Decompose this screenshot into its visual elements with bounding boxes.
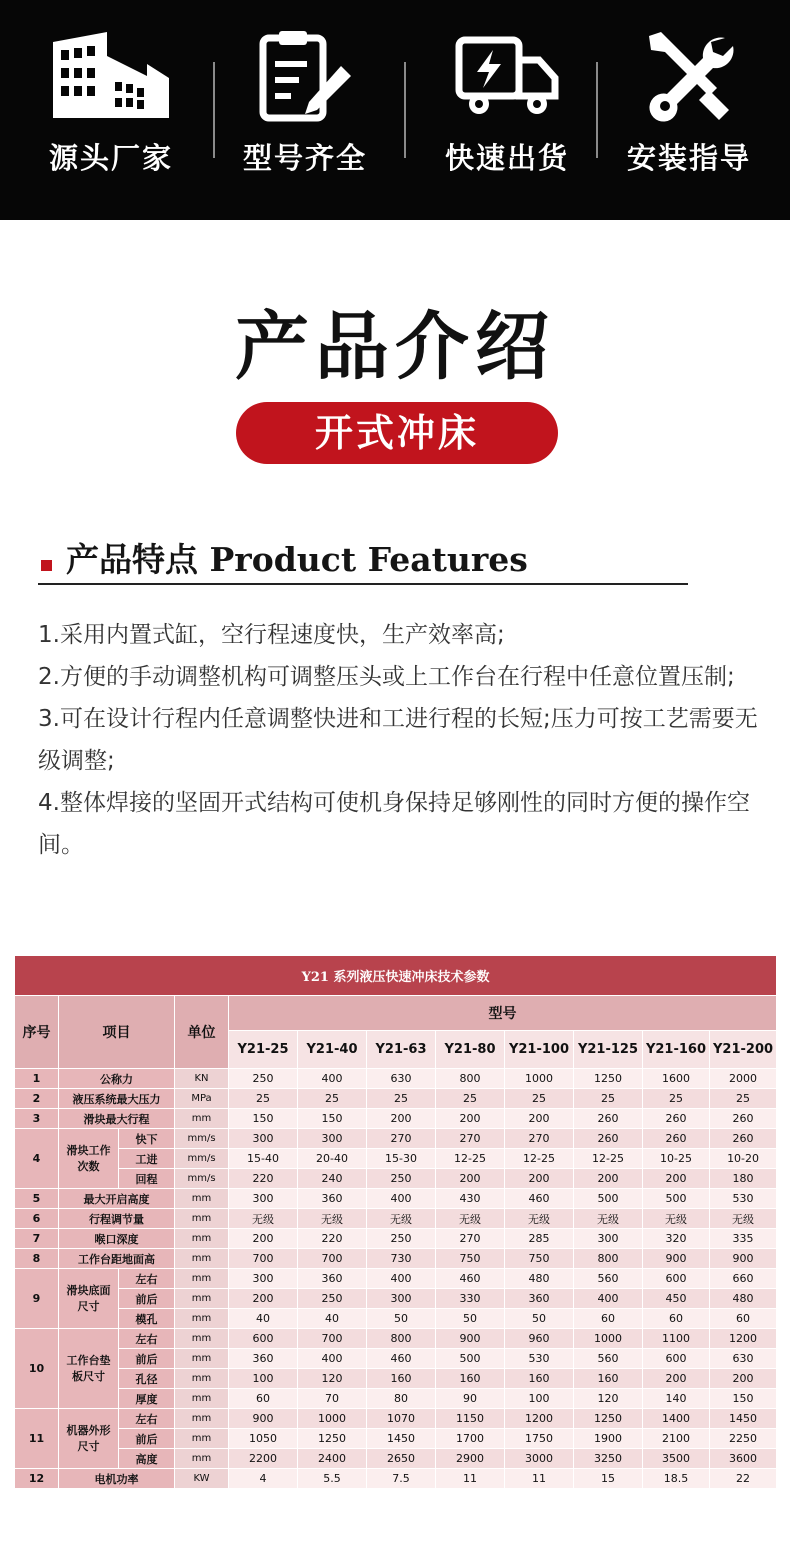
row-unit: mm: [175, 1289, 229, 1309]
table-cell: 270: [505, 1129, 574, 1149]
row-number: 6: [15, 1209, 59, 1229]
table-cell: 80: [367, 1389, 436, 1409]
header-seq: 序号: [15, 996, 59, 1069]
table-cell: 460: [436, 1269, 505, 1289]
table-cell: 285: [505, 1229, 574, 1249]
table-cell: 1750: [505, 1429, 574, 1449]
row-number: 10: [15, 1329, 59, 1409]
table-row: [15, 1469, 777, 1489]
feature-item: 3.可在设计行程内任意调整快进和工进行程的长短;压力可按工艺需要无级调整;: [38, 706, 758, 774]
table-cell: 200: [505, 1109, 574, 1129]
clipboard-pencil-icon: [255, 28, 355, 124]
feature-item: 4.整体焊接的坚固开式结构可使机身保持足够刚性的同时方便的操作空间。: [38, 790, 750, 858]
table-cell: 2650: [367, 1449, 436, 1469]
row-sub-item: 前后: [119, 1429, 175, 1449]
row-number: 9: [15, 1269, 59, 1329]
table-cell: 530: [710, 1189, 777, 1209]
table-cell: 260: [710, 1109, 777, 1129]
row-number: 7: [15, 1229, 59, 1249]
delivery-truck-icon: [455, 28, 559, 122]
table-cell: 360: [298, 1189, 367, 1209]
row-item-name: 喉口深度: [59, 1229, 175, 1249]
table-cell: 2250: [710, 1429, 777, 1449]
row-sub-item: 左右: [119, 1409, 175, 1429]
row-item-name: 工作台距地面高: [59, 1249, 175, 1269]
table-cell: 330: [436, 1289, 505, 1309]
top-banner: [0, 0, 790, 220]
table-cell: 1050: [229, 1429, 298, 1449]
table-cell: 600: [643, 1349, 710, 1369]
table-cell: 40: [298, 1309, 367, 1329]
table-cell: 22: [710, 1469, 777, 1489]
table-cell: 12-25: [436, 1149, 505, 1169]
table-cell: 25: [643, 1089, 710, 1109]
table-cell: 700: [229, 1249, 298, 1269]
row-unit: mm: [175, 1309, 229, 1329]
table-cell: 600: [229, 1329, 298, 1349]
wrench-screwdriver-icon: [639, 28, 739, 124]
row-sub-item: 孔径: [119, 1369, 175, 1389]
table-cell: 250: [367, 1169, 436, 1189]
table-cell: 60: [710, 1309, 777, 1329]
row-number: 5: [15, 1189, 59, 1209]
feature-item: 2.方便的手动调整机构可调整压头或上工作台在行程中任意位置压制;: [38, 664, 735, 690]
table-cell: 360: [229, 1349, 298, 1369]
table-cell: 1000: [298, 1409, 367, 1429]
row-number: 2: [15, 1089, 59, 1109]
table-cell: 3250: [574, 1449, 643, 1469]
table-cell: 480: [505, 1269, 574, 1289]
table-cell: 430: [436, 1189, 505, 1209]
table-cell: 450: [643, 1289, 710, 1309]
feature-label: 快速出货: [444, 141, 569, 175]
row-sub-item: 前后: [119, 1289, 175, 1309]
table-cell: 18.5: [643, 1469, 710, 1489]
row-unit: mm: [175, 1109, 229, 1129]
table-cell: 3000: [505, 1449, 574, 1469]
table-cell: 25: [229, 1089, 298, 1109]
table-cell: 25: [436, 1089, 505, 1109]
table-cell: 220: [298, 1229, 367, 1249]
row-number: 4: [15, 1129, 59, 1189]
table-cell: 260: [643, 1109, 710, 1129]
table-cell: 25: [574, 1089, 643, 1109]
table-cell: 无级: [436, 1209, 505, 1229]
row-item-name: 工作台垫板尺寸: [59, 1329, 119, 1409]
table-cell: 660: [710, 1269, 777, 1289]
table-cell: 270: [436, 1229, 505, 1249]
table-row: [15, 1269, 777, 1289]
row-number: 12: [15, 1469, 59, 1489]
table-cell: 150: [710, 1389, 777, 1409]
row-unit: mm: [175, 1269, 229, 1289]
table-cell: 60: [229, 1389, 298, 1409]
row-number: 3: [15, 1109, 59, 1129]
model-header: Y21-160: [643, 1031, 710, 1069]
table-row: [15, 1109, 777, 1129]
table-cell: 11: [436, 1469, 505, 1489]
table-cell: 12-25: [505, 1149, 574, 1169]
table-cell: 120: [574, 1389, 643, 1409]
row-number: 11: [15, 1409, 59, 1469]
model-header: Y21-25: [229, 1031, 298, 1069]
row-unit: mm: [175, 1229, 229, 1249]
model-header: Y21-63: [367, 1031, 436, 1069]
table-cell: 400: [298, 1349, 367, 1369]
table-cell: 1600: [643, 1069, 710, 1089]
table-cell: 40: [229, 1309, 298, 1329]
feature-delivery: [408, 0, 606, 220]
row-number: 8: [15, 1249, 59, 1269]
table-row: [15, 1409, 777, 1429]
table-cell: 2900: [436, 1449, 505, 1469]
table-cell: 400: [367, 1189, 436, 1209]
table-cell: 1200: [710, 1329, 777, 1349]
table-cell: 15: [574, 1469, 643, 1489]
model-header: Y21-125: [574, 1031, 643, 1069]
table-cell: 200: [710, 1369, 777, 1389]
table-cell: 630: [367, 1069, 436, 1089]
table-row: [15, 1169, 777, 1189]
table-row: [15, 1089, 777, 1109]
row-sub-item: 回程: [119, 1169, 175, 1189]
table-cell: 360: [298, 1269, 367, 1289]
feature-factory: [12, 0, 210, 220]
row-unit: MPa: [175, 1089, 229, 1109]
row-sub-item: 左右: [119, 1329, 175, 1349]
table-cell: 900: [229, 1409, 298, 1429]
spec-table: [14, 955, 777, 1489]
row-item-name: 机器外形尺寸: [59, 1409, 119, 1469]
table-row: [15, 1329, 777, 1349]
table-cell: 270: [367, 1129, 436, 1149]
row-unit: mm: [175, 1209, 229, 1229]
table-cell: 300: [298, 1129, 367, 1149]
table-cell: 5.5: [298, 1469, 367, 1489]
row-unit: mm: [175, 1389, 229, 1409]
row-item-name: 滑块工作次数: [59, 1129, 119, 1189]
table-cell: 1070: [367, 1409, 436, 1429]
table-cell: 300: [367, 1289, 436, 1309]
divider: [404, 62, 406, 158]
feature-list: [38, 614, 758, 866]
row-unit: mm: [175, 1429, 229, 1449]
table-cell: 1450: [367, 1429, 436, 1449]
table-cell: 无级: [643, 1209, 710, 1229]
row-unit: mm: [175, 1329, 229, 1349]
table-cell: 335: [710, 1229, 777, 1249]
table-row: [15, 1149, 777, 1169]
table-cell: 12-25: [574, 1149, 643, 1169]
table-cell: 600: [643, 1269, 710, 1289]
table-cell: 700: [298, 1329, 367, 1349]
row-sub-item: 厚度: [119, 1389, 175, 1409]
product-type-badge: 开式冲床: [236, 402, 558, 464]
table-cell: 2400: [298, 1449, 367, 1469]
table-cell: 260: [710, 1129, 777, 1149]
table-cell: 500: [436, 1349, 505, 1369]
row-item-name: 公称力: [59, 1069, 175, 1089]
table-cell: 220: [229, 1169, 298, 1189]
table-cell: 无级: [505, 1209, 574, 1229]
table-cell: 150: [298, 1109, 367, 1129]
table-cell: 140: [643, 1389, 710, 1409]
table-cell: 150: [229, 1109, 298, 1129]
table-row: [15, 1189, 777, 1209]
row-unit: mm: [175, 1449, 229, 1469]
feature-label: 安装指导: [626, 141, 751, 175]
table-row: [15, 1349, 777, 1369]
table-cell: 90: [436, 1389, 505, 1409]
table-row: [15, 1289, 777, 1309]
table-cell: 160: [505, 1369, 574, 1389]
table-cell: 730: [367, 1249, 436, 1269]
feature-label: 源头厂家: [48, 141, 173, 175]
table-cell: 200: [367, 1109, 436, 1129]
table-cell: 260: [643, 1129, 710, 1149]
table-cell: 100: [229, 1369, 298, 1389]
table-cell: 460: [367, 1349, 436, 1369]
table-cell: 200: [574, 1169, 643, 1189]
table-cell: 900: [436, 1329, 505, 1349]
row-sub-item: 工进: [119, 1149, 175, 1169]
feature-label: 型号齐全: [242, 141, 367, 175]
table-cell: 200: [229, 1229, 298, 1249]
table-cell: 1000: [574, 1329, 643, 1349]
table-cell: 900: [710, 1249, 777, 1269]
table-cell: 50: [436, 1309, 505, 1329]
table-row: [15, 1389, 777, 1409]
table-cell: 11: [505, 1469, 574, 1489]
table-cell: 1200: [505, 1409, 574, 1429]
row-unit: KN: [175, 1069, 229, 1089]
row-item-name: 电机功率: [59, 1469, 175, 1489]
table-cell: 20-40: [298, 1149, 367, 1169]
table-cell: 60: [574, 1309, 643, 1329]
table-cell: 1150: [436, 1409, 505, 1429]
table-cell: 10-20: [710, 1149, 777, 1169]
table-cell: 300: [574, 1229, 643, 1249]
table-cell: 200: [643, 1369, 710, 1389]
table-cell: 500: [574, 1189, 643, 1209]
table-cell: 1250: [574, 1409, 643, 1429]
table-row: [15, 1209, 777, 1229]
table-cell: 200: [505, 1169, 574, 1189]
row-number: 1: [15, 1069, 59, 1089]
section-bullet-icon: [41, 560, 52, 571]
table-cell: 无级: [229, 1209, 298, 1229]
model-header: Y21-80: [436, 1031, 505, 1069]
table-row: [15, 1369, 777, 1389]
table-cell: 7.5: [367, 1469, 436, 1489]
row-item-name: 滑块底面尺寸: [59, 1269, 119, 1329]
table-cell: 2100: [643, 1429, 710, 1449]
row-sub-item: 前后: [119, 1349, 175, 1369]
table-cell: 360: [505, 1289, 574, 1309]
table-cell: 60: [643, 1309, 710, 1329]
table-cell: 250: [367, 1229, 436, 1249]
table-cell: 200: [229, 1289, 298, 1309]
table-cell: 260: [574, 1129, 643, 1149]
header-model: 型号: [229, 996, 777, 1031]
row-unit: mm/s: [175, 1149, 229, 1169]
table-cell: 无级: [298, 1209, 367, 1229]
header-unit: 单位: [175, 996, 229, 1069]
table-cell: 180: [710, 1169, 777, 1189]
table-cell: 50: [505, 1309, 574, 1329]
table-caption: Y21 系列液压快速冲床技术参数: [15, 956, 777, 996]
table-row: [15, 1229, 777, 1249]
table-cell: 560: [574, 1349, 643, 1369]
table-cell: 250: [229, 1069, 298, 1089]
row-item-name: 行程调节量: [59, 1209, 175, 1229]
row-sub-item: 高度: [119, 1449, 175, 1469]
table-cell: 100: [505, 1389, 574, 1409]
feature-item: 1.采用内置式缸，空行程速度快，生产效率高;: [38, 622, 505, 648]
table-cell: 25: [710, 1089, 777, 1109]
table-cell: 120: [298, 1369, 367, 1389]
table-cell: 无级: [367, 1209, 436, 1229]
header-item: 项目: [59, 996, 175, 1069]
table-cell: 200: [436, 1109, 505, 1129]
section-title: 产品特点 Product Features: [66, 540, 528, 579]
factory-icon: [49, 28, 173, 122]
row-unit: mm: [175, 1409, 229, 1429]
table-cell: 15-40: [229, 1149, 298, 1169]
table-cell: 750: [505, 1249, 574, 1269]
row-unit: mm/s: [175, 1129, 229, 1149]
table-cell: 3600: [710, 1449, 777, 1469]
table-cell: 160: [574, 1369, 643, 1389]
table-cell: 800: [436, 1069, 505, 1089]
table-cell: 500: [643, 1189, 710, 1209]
table-row: [15, 1309, 777, 1329]
table-cell: 460: [505, 1189, 574, 1209]
model-header: Y21-40: [298, 1031, 367, 1069]
table-cell: 1700: [436, 1429, 505, 1449]
table-cell: 25: [505, 1089, 574, 1109]
model-header: Y21-200: [710, 1031, 777, 1069]
table-cell: 1900: [574, 1429, 643, 1449]
table-row: [15, 1429, 777, 1449]
table-cell: 270: [436, 1129, 505, 1149]
row-unit: mm: [175, 1369, 229, 1389]
table-cell: 1250: [298, 1429, 367, 1449]
table-cell: 300: [229, 1269, 298, 1289]
row-sub-item: 快下: [119, 1129, 175, 1149]
table-cell: 560: [574, 1269, 643, 1289]
table-cell: 200: [643, 1169, 710, 1189]
table-cell: 900: [643, 1249, 710, 1269]
row-sub-item: 模孔: [119, 1309, 175, 1329]
table-cell: 25: [298, 1089, 367, 1109]
table-cell: 10-25: [643, 1149, 710, 1169]
table-cell: 700: [298, 1249, 367, 1269]
row-unit: mm: [175, 1349, 229, 1369]
table-row: [15, 1249, 777, 1269]
table-cell: 1250: [574, 1069, 643, 1089]
model-header: Y21-100: [505, 1031, 574, 1069]
table-cell: 530: [505, 1349, 574, 1369]
row-unit: mm: [175, 1189, 229, 1209]
table-cell: 200: [436, 1169, 505, 1189]
table-cell: 1450: [710, 1409, 777, 1429]
section-divider: [38, 583, 688, 585]
table-cell: 250: [298, 1289, 367, 1309]
table-cell: 260: [574, 1109, 643, 1129]
table-cell: 3500: [643, 1449, 710, 1469]
table-cell: 160: [367, 1369, 436, 1389]
table-row: [15, 1129, 777, 1149]
table-body: [15, 1069, 777, 1489]
table-cell: 240: [298, 1169, 367, 1189]
table-cell: 2000: [710, 1069, 777, 1089]
row-sub-item: 左右: [119, 1269, 175, 1289]
row-unit: mm: [175, 1249, 229, 1269]
table-cell: 400: [298, 1069, 367, 1089]
table-cell: 320: [643, 1229, 710, 1249]
table-cell: 25: [367, 1089, 436, 1109]
table-row: [15, 1069, 777, 1089]
table-cell: 630: [710, 1349, 777, 1369]
table-cell: 750: [436, 1249, 505, 1269]
table-cell: 400: [367, 1269, 436, 1289]
row-item-name: 最大开启高度: [59, 1189, 175, 1209]
table-row: [15, 1449, 777, 1469]
table-cell: 2200: [229, 1449, 298, 1469]
table-cell: 300: [229, 1189, 298, 1209]
table-cell: 480: [710, 1289, 777, 1309]
table-cell: 无级: [710, 1209, 777, 1229]
row-item-name: 液压系统最大压力: [59, 1089, 175, 1109]
row-unit: mm/s: [175, 1169, 229, 1189]
feature-install: [590, 0, 788, 220]
table-cell: 400: [574, 1289, 643, 1309]
table-cell: 960: [505, 1329, 574, 1349]
page-title: 产品介绍: [235, 304, 555, 390]
table-cell: 4: [229, 1469, 298, 1489]
table-cell: 1400: [643, 1409, 710, 1429]
row-unit: KW: [175, 1469, 229, 1489]
feature-models: [206, 0, 404, 220]
table-cell: 15-30: [367, 1149, 436, 1169]
table-cell: 50: [367, 1309, 436, 1329]
table-cell: 800: [367, 1329, 436, 1349]
table-cell: 160: [436, 1369, 505, 1389]
table-cell: 800: [574, 1249, 643, 1269]
table-cell: 1000: [505, 1069, 574, 1089]
table-cell: 无级: [574, 1209, 643, 1229]
table-cell: 1100: [643, 1329, 710, 1349]
row-item-name: 滑块最大行程: [59, 1109, 175, 1129]
table-cell: 300: [229, 1129, 298, 1149]
table-cell: 70: [298, 1389, 367, 1409]
